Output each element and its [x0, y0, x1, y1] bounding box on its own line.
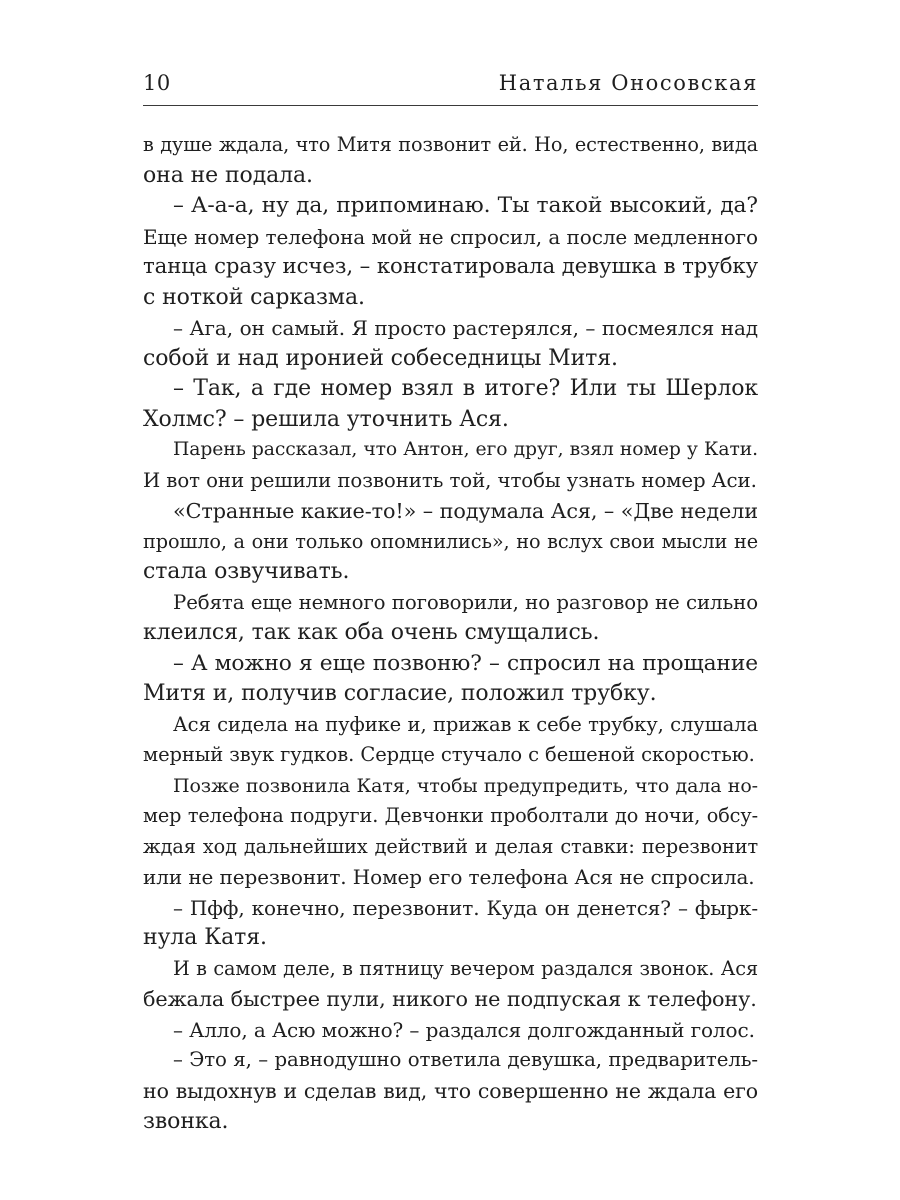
text-line: Митя и, получив согласие, положил трубку. — [143, 681, 657, 707]
text-line: Холмс? – решила уточнить Ася. — [143, 406, 509, 432]
text-line: нула Катя. — [143, 925, 267, 951]
text-line: собой и над иронией собеседницы Митя. — [143, 345, 618, 371]
text-line: стала озвучивать. — [143, 559, 350, 585]
text-line: «Странные какие-то!» – подумала Ася, – «Две недели — [173, 499, 758, 524]
text-line: ждая ход дальнейших действий и делая ставки: перезвонит — [143, 834, 758, 858]
header-rule — [143, 105, 758, 106]
text-line: танца сразу исчез, – констатировала девушка в трубку — [143, 254, 758, 280]
text-line: клеился, так как оба очень смущались. — [143, 620, 600, 646]
text-line: Парень рассказал, что Антон, его друг, взял номер у Кати. — [173, 439, 758, 461]
text-line: – Алло, а Асю можно? – раздался долгожданный голос. — [173, 1017, 755, 1042]
text-line: звонка. — [143, 1108, 229, 1134]
text-line: в душе ждала, что Митя позвонит ей. Но, естественно, вида — [143, 133, 758, 156]
text-line: бежала быстрее пули, никого не подпуская к телефону. — [143, 987, 757, 1012]
text-line: мер телефона подруги. Девчонки проболтали до ночи, обсу- — [143, 804, 758, 828]
text-line: с ноткой сарказма. — [143, 284, 365, 310]
running-head-author: Наталья Оносовская — [498, 71, 758, 95]
text-line: – Ага, он самый. Я просто растерялся, – посмеялся над — [173, 316, 758, 341]
page-number: 10 — [143, 71, 171, 95]
text-line: мерный звук гудков. Сердце стучало с бешеной скоростью. — [143, 743, 755, 767]
text-line: – А можно я еще позвоню? – спросил на прощание — [173, 650, 758, 676]
text-line: И вот они решили позвонить той, чтобы узнать номер Аси. — [143, 468, 757, 492]
text-line: – Это я, – равнодушно ответила девушка, предваритель- — [173, 1048, 758, 1072]
text-line: – Пфф, конечно, перезвонит. Куда он денется? – фырк- — [173, 895, 758, 920]
text-line: – А-а-а, ну да, припоминаю. Ты такой высокий, да? — [173, 193, 758, 219]
text-line: прошло, а они только опомнились», но вслух свои мысли не — [143, 529, 758, 553]
text-line: И в самом деле, в пятницу вечером раздался звонок. Ася — [173, 956, 758, 980]
text-line: Позже позвонила Катя, чтобы предупредить, что дала но- — [173, 774, 758, 797]
body-text — [143, 130, 758, 1137]
text-line: она не подала. — [143, 162, 313, 188]
text-line: Ребята еще немного поговорили, но разговор не сильно — [173, 590, 758, 614]
text-line: – Так, а где номер взял в итоге? Или ты Шерлок — [173, 376, 758, 402]
text-line: Еще номер телефона мой не спросил, а после медленного — [143, 224, 758, 249]
text-line: или не перезвонит. Номер его телефона Ася не спросила. — [143, 865, 755, 890]
running-header — [143, 68, 758, 104]
text-line: Ася сидела на пуфике и, прижав к себе трубку, слушала — [173, 712, 758, 736]
text-line: но выдохнув и сделав вид, что совершенно не ждала его — [143, 1078, 758, 1103]
